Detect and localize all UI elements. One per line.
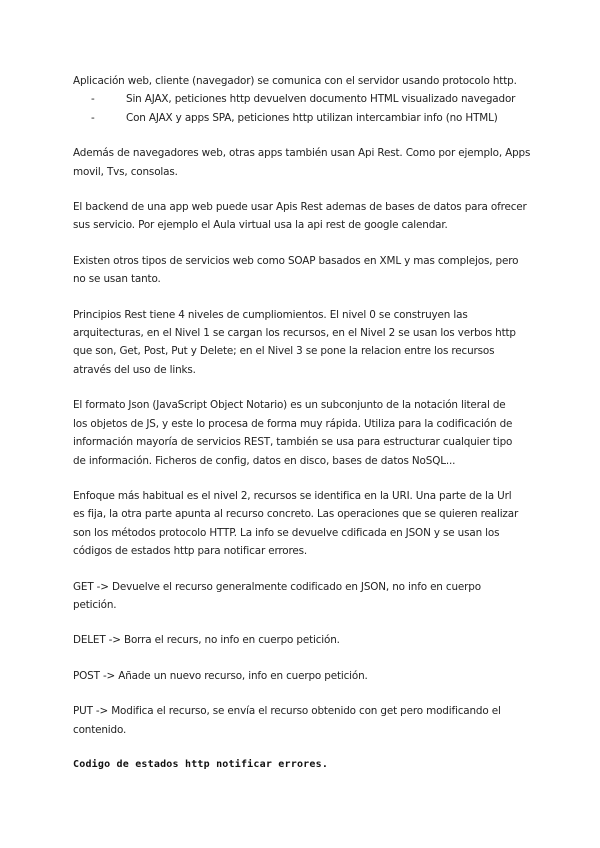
text-line: no se usan tanto. xyxy=(73,273,161,286)
list-item xyxy=(91,109,548,127)
put-paragraph xyxy=(73,702,548,739)
text-line: Existen otros tipos de servicios web como SOAP basados en XML y mas complejos, pero xyxy=(73,254,519,267)
text-line: arquitecturas, en el Nivel 1 se cargan los recursos, en el Nivel 2 se usan los verbos http xyxy=(73,327,516,340)
level2-paragraph xyxy=(73,487,548,561)
text-line: POST -> Añade un nuevo recurso, info en cuerpo petición. xyxy=(73,669,368,682)
json-paragraph xyxy=(73,396,548,470)
text-line: es fija, la otra parte apunta al recurso concreto. Las operaciones que se quieren realizar xyxy=(73,508,519,521)
text-line: El formato Json (JavaScript Object Notario) es un subconjunto de la notación literal de xyxy=(73,399,506,412)
bullet-dash: - xyxy=(91,111,95,124)
text-line: DELET -> Borra el recurs, no info en cuerpo petición. xyxy=(73,634,340,647)
list-item-text: Sin AJAX, peticiones http devuelven documento HTML visualizado navegador xyxy=(126,93,516,106)
text-line: Aplicación web, cliente (navegador) se comunica con el servidor usando protocolo http. xyxy=(73,75,517,87)
text-line: códigos de estados http para notificar errores. xyxy=(73,545,308,558)
list-item xyxy=(91,90,548,108)
text-line: através del uso de links. xyxy=(73,363,196,376)
text-line: información mayoría de servicios REST, también se usa para estructurar cualquier tipo xyxy=(73,436,513,449)
list-item-text: Con AJAX y apps SPA, peticiones http utilizan intercambiar info (no HTML) xyxy=(126,111,498,124)
text-line: son los métodos protocolo HTTP. La info se devuelve cdificada en JSON y se usan los xyxy=(73,526,500,539)
text-line: GET -> Devuelve el recurso generalmente codificado en JSON, no info en cuerpo xyxy=(73,580,481,593)
text-line: movil, Tvs, consolas. xyxy=(73,165,178,178)
principles-paragraph xyxy=(73,306,548,380)
text-line: que son, Get, Post, Put y Delete; en el Nivel 3 se pone la relacion entre los recursos xyxy=(73,345,495,358)
text-line: petición. xyxy=(73,598,117,611)
text-line: El backend de una app web puede usar Apis Rest ademas de bases de datos para ofrecer xyxy=(73,201,527,214)
get-paragraph xyxy=(73,578,548,615)
text-line: de información. Ficheros de config, datos en disco, bases de datos NoSQL... xyxy=(73,454,456,467)
text-line: Principios Rest tiene 4 niveles de cumpliomientos. El nivel 0 se construyen las xyxy=(73,308,468,321)
text-line: contenido. xyxy=(73,723,127,736)
text-line: PUT -> Modifica el recurso, se envía el recurso obtenido con get pero modificando el xyxy=(73,705,501,718)
status-codes-heading: Codigo de estados http notificar errores. xyxy=(73,758,329,770)
delete-paragraph xyxy=(73,631,548,649)
text-line: Enfoque más habitual es el nivel 2, recursos se identifica en la URI. Una parte de la Url xyxy=(73,489,512,502)
bullet-dash: - xyxy=(91,93,95,106)
ajax-bullet-list xyxy=(73,90,548,127)
backend-paragraph xyxy=(73,198,548,235)
soap-paragraph xyxy=(73,252,548,289)
post-paragraph xyxy=(73,667,548,685)
text-line: sus servicio. Por ejemplo el Aula virtual usa la api rest de google calendar. xyxy=(73,219,448,232)
text-line: Además de navegadores web, otras apps también usan Api Rest. Como por ejemplo, Apps xyxy=(73,147,531,160)
text-line: los objetos de JS, y este lo procesa de forma muy rápida. Utiliza para la codificación de xyxy=(73,417,513,430)
apps-paragraph xyxy=(73,144,548,181)
intro-paragraph xyxy=(73,72,548,90)
